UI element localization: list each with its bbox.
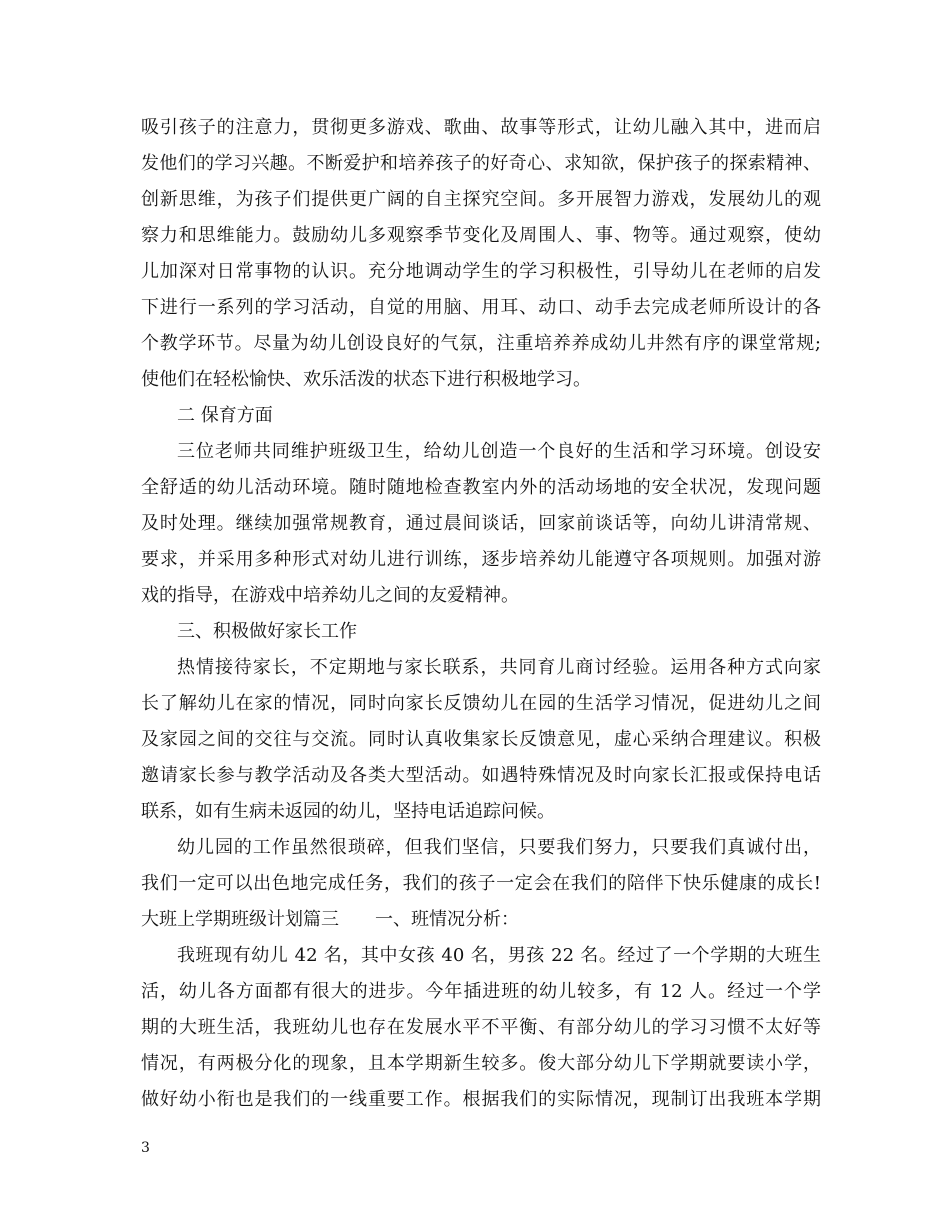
text-line: 三位老师共同维护班级卫生，给幼儿创造一个良好的生活和学习环境。创设安	[177, 441, 821, 462]
text-line: 活，幼儿各方面都有很大的进步。今年插进班的幼儿较多，有 12 人。经过一个学	[141, 981, 821, 1002]
section-heading: 大班上学期班级计划篇三 一、班情况分析：	[141, 909, 519, 930]
text-line: 个教学环节。尽量为幼儿创设良好的气氛，注重培养养成幼儿井然有序的课堂常规;	[141, 333, 821, 354]
text-line: 邀请家长参与教学活动及各类大型活动。如遇特殊情况及时向家长汇报或保持电话	[141, 765, 821, 786]
text-line: 要求，并采用多种形式对幼儿进行训练，逐步培养幼儿能遵守各项规则。加强对游	[141, 549, 821, 570]
text-line: 戏的指导，在游戏中培养幼儿之间的友爱精神。	[141, 585, 519, 606]
text-line: 全舒适的幼儿活动环境。随时随地检查教室内外的活动场地的安全状况，发现问题	[141, 477, 821, 498]
text-line: 及时处理。继续加强常规教育，通过晨间谈话，回家前谈话等，向幼儿讲清常规、	[141, 513, 821, 534]
text-line: 幼儿园的工作虽然很琐碎，但我们坚信，只要我们努力，只要我们真诚付出，	[177, 837, 821, 858]
text-line: 创新思维，为孩子们提供更广阔的自主探究空间。多开展智力游戏，发展幼儿的观	[141, 189, 821, 210]
text-line: 我们一定可以出色地完成任务，我们的孩子一定会在我们的陪伴下快乐健康的成长!	[141, 873, 821, 894]
text-line: 吸引孩子的注意力，贯彻更多游戏、歌曲、故事等形式，让幼儿融入其中，进而启	[141, 117, 821, 138]
page-number: 3	[141, 1140, 150, 1156]
text-line: 长了解幼儿在家的情况，同时向家长反馈幼儿在园的生活学习情况，促进幼儿之间	[141, 693, 821, 714]
text-line: 情况，有两极分化的现象，且本学期新生较多。俊大部分幼儿下学期就要读小学，	[141, 1053, 821, 1074]
section-heading: 三、积极做好家长工作	[177, 621, 357, 642]
text-line: 做好幼小衔也是我们的一线重要工作。根据我们的实际情况，现制订出我班本学期	[141, 1089, 821, 1110]
text-line: 察力和思维能力。鼓励幼儿多观察季节变化及周围人、事、物等。通过观察，使幼	[141, 225, 821, 246]
text-line: 我班现有幼儿 42 名，其中女孩 40 名，男孩 22 名。经过了一个学期的大班生	[177, 945, 821, 966]
text-line: 联系，如有生病未返园的幼儿，坚持电话追踪问候。	[141, 801, 555, 822]
text-line: 儿加深对日常事物的认识。充分地调动学生的学习积极性，引导幼儿在老师的启发	[141, 261, 821, 282]
text-line: 下进行一系列的学习活动，自觉的用脑、用耳、动口、动手去完成老师所设计的各	[141, 297, 821, 318]
text-line: 期的大班生活，我班幼儿也存在发展水平不平衡、有部分幼儿的学习习惯不太好等	[141, 1017, 821, 1038]
text-line: 发他们的学习兴趣。不断爱护和培养孩子的好奇心、求知欲，保护孩子的探索精神、	[141, 153, 821, 174]
text-line: 热情接待家长，不定期地与家长联系，共同育儿商讨经验。运用各种方式向家	[177, 657, 821, 678]
text-line: 及家园之间的交往与交流。同时认真收集家长反馈意见，虚心采纳合理建议。积极	[141, 729, 821, 750]
text-line: 使他们在轻松愉快、欢乐活泼的状态下进行积极地学习。	[141, 369, 591, 390]
section-heading: 二 保育方面	[177, 405, 273, 426]
